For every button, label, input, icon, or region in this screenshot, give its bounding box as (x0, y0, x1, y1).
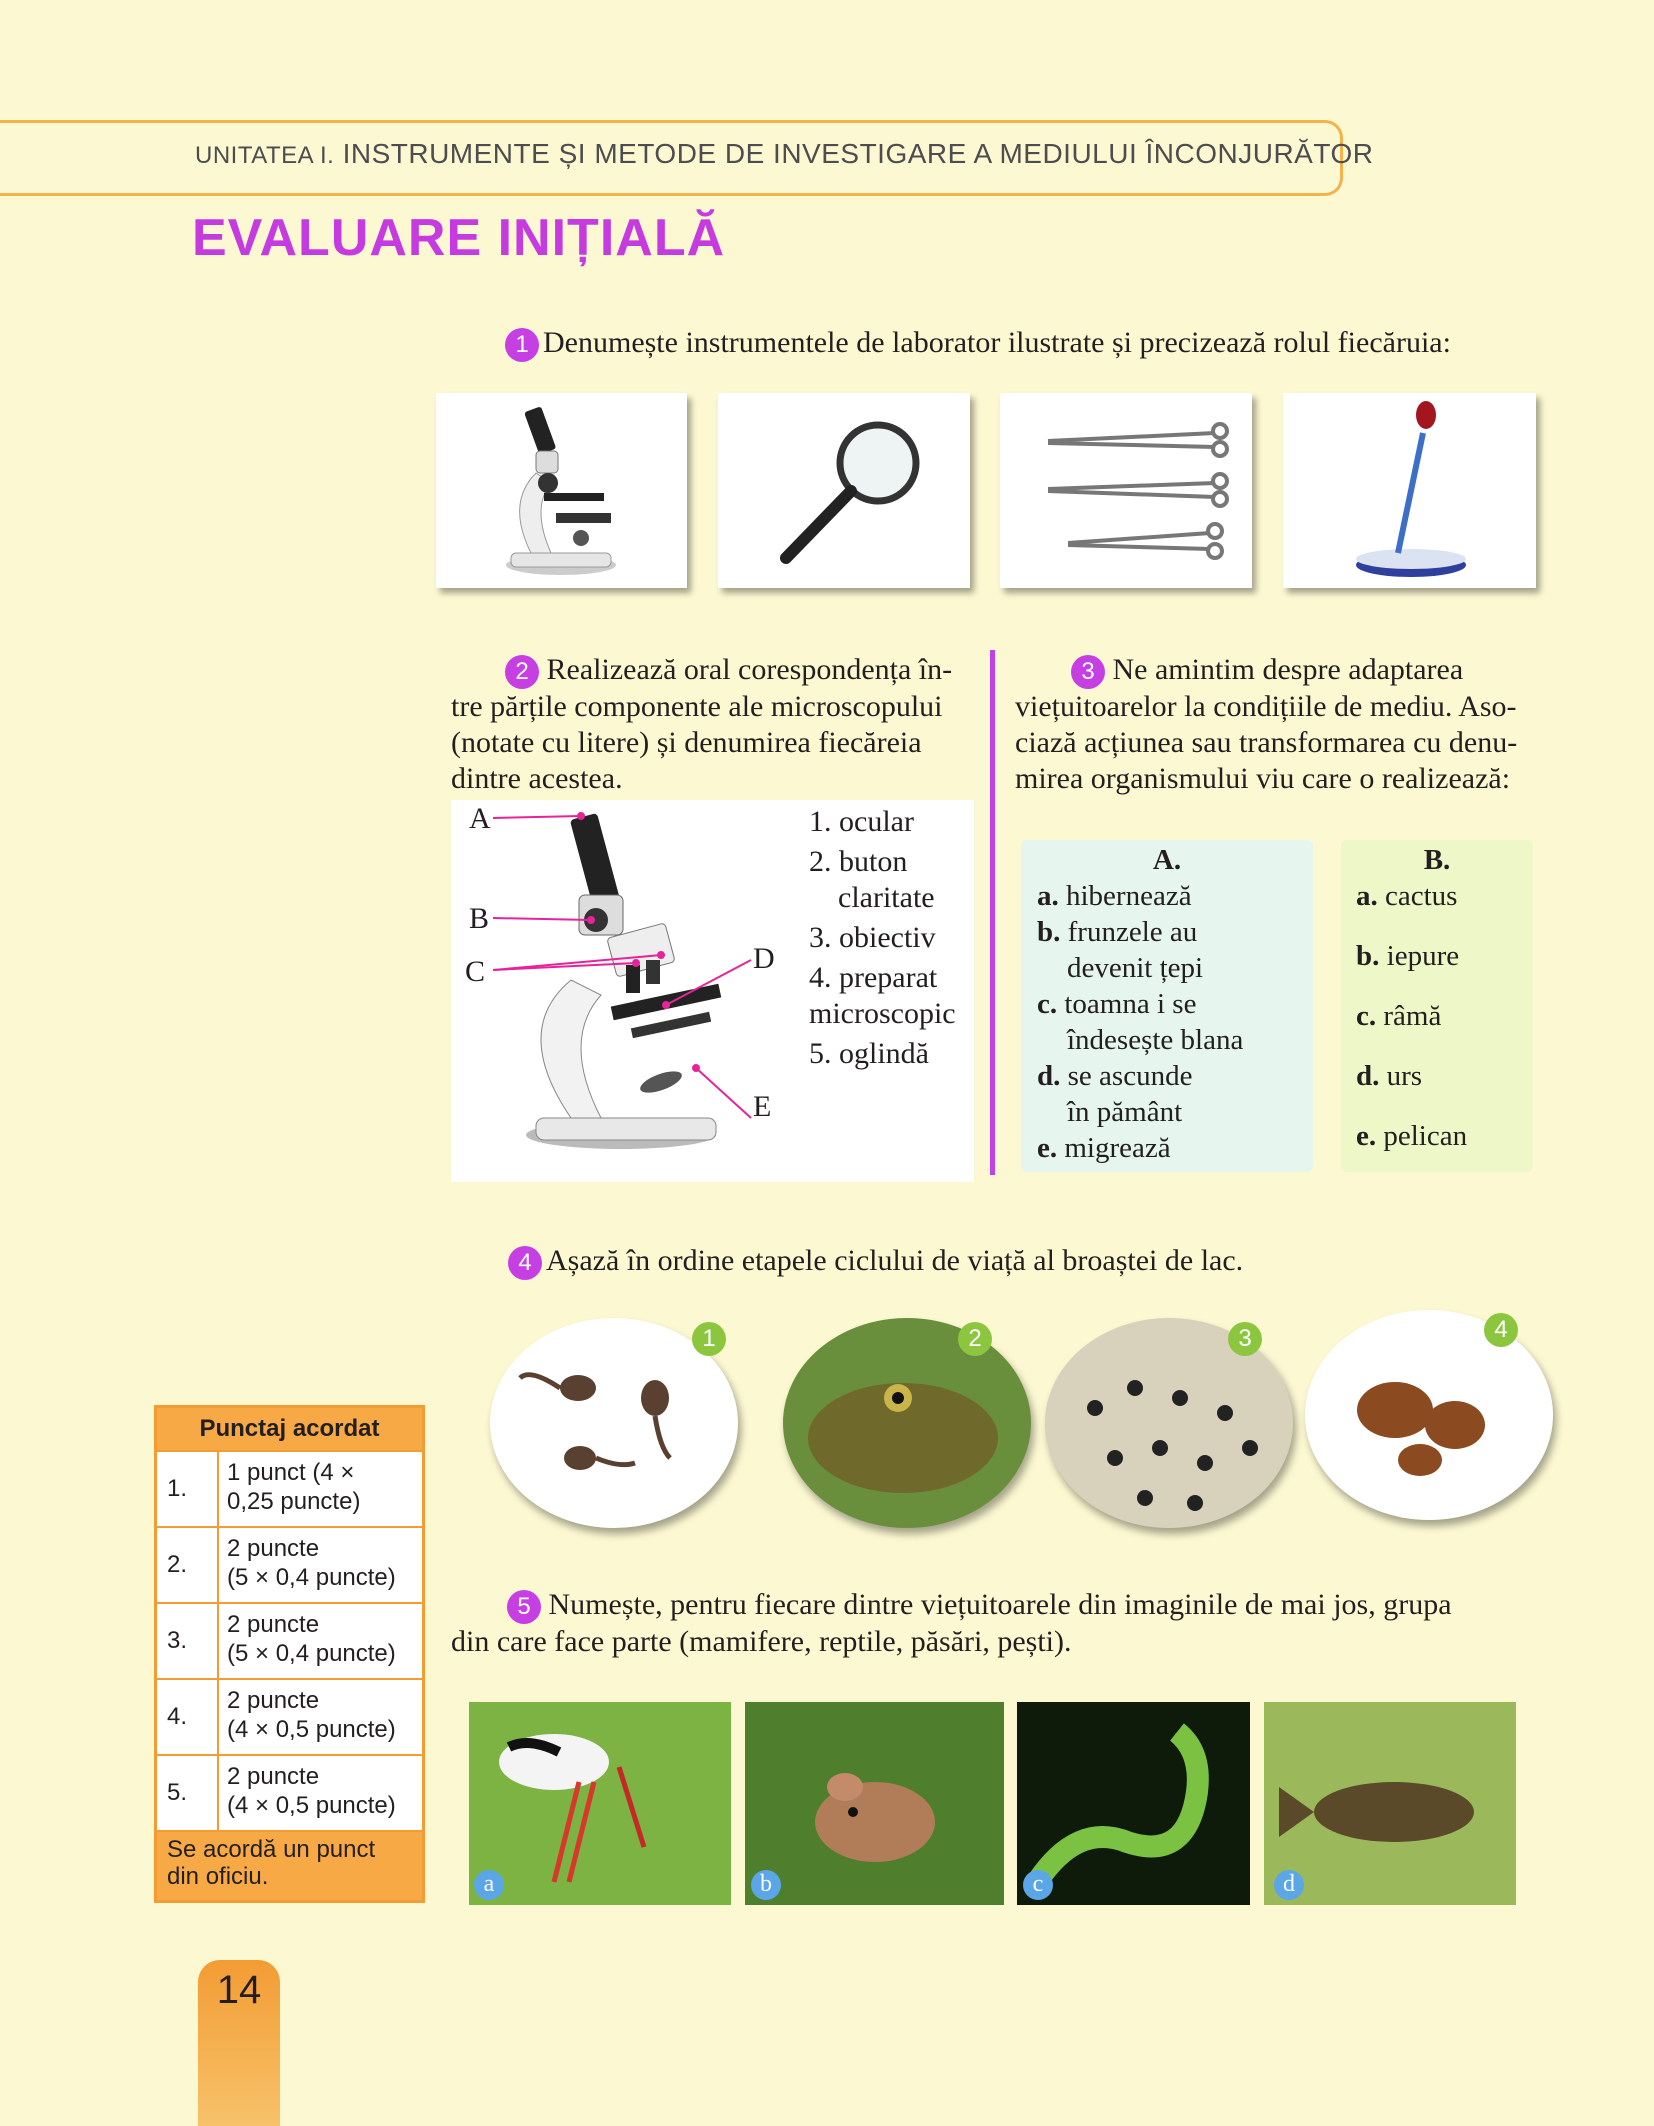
question-text-line: Realizează oral corespondența în- (546, 653, 953, 686)
score-table-header: Punctaj acordat (157, 1408, 422, 1452)
column-divider (990, 650, 995, 1175)
column-b-items (1341, 866, 1533, 1166)
photo-badge-d: d (1274, 1870, 1304, 1900)
list-item: d. se ascunde (1037, 1060, 1193, 1092)
list-item: devenit țepi (1067, 952, 1204, 984)
row-value: 2 puncte (5 × 0,4 puncte) (227, 1535, 396, 1591)
question-text-line: Ne amintim despre adaptarea (1112, 653, 1464, 686)
list-item: 1. ocular (809, 805, 914, 838)
question-number-badge: 5 (507, 1590, 541, 1624)
list-item: b. frunzele au (1037, 916, 1198, 948)
question-number-badge: 3 (1071, 655, 1105, 689)
label-c: C (465, 955, 486, 988)
pipette-image (1283, 393, 1536, 588)
photo-badge-a: a (474, 1870, 504, 1900)
label-d: D (753, 942, 775, 975)
list-item: 5. oglindă (809, 1037, 929, 1070)
microscope-diagram (451, 800, 974, 1182)
forceps-image (1000, 393, 1252, 588)
question-text-line: Numește, pentru fiecare dintre viețuitoarele din imaginile de mai jos, grupa (548, 1588, 1452, 1621)
column-a-title: A. (1152, 844, 1182, 876)
row-value: 1 punct (4 × 0,25 puncte) (227, 1459, 361, 1515)
question-text: Așază în ordine etapele ciclului de viață al broaștei de lac. (546, 1244, 1244, 1277)
list-item: 3. obiectiv (809, 921, 936, 954)
fish-image (1264, 1702, 1516, 1905)
score-table-footer: Se acordă un punct din oficiu. (157, 1832, 422, 1900)
row-number: 1. (157, 1452, 219, 1526)
label-e: E (753, 1090, 772, 1123)
question-text-line: (notate cu litere) și denumirea fiecăreia (451, 726, 922, 759)
stage-badge-4: 4 (1484, 1313, 1518, 1347)
microscope-image (436, 393, 687, 588)
question-2 (451, 652, 971, 797)
unit-title: INSTRUMENTE ȘI METODE DE INVESTIGARE A MEDIULUI ÎNCONJURĂTOR (342, 138, 1374, 169)
row-number: 3. (157, 1604, 219, 1678)
row-value: 2 puncte (4 × 0,5 puncte) (227, 1763, 396, 1819)
list-item: c. râmă (1356, 1000, 1442, 1032)
mouse-image (745, 1702, 1004, 1905)
table-row (157, 1452, 422, 1528)
snake-image (1017, 1702, 1250, 1905)
list-item: a. hibernează (1037, 880, 1192, 912)
list-item: 4. preparat (809, 961, 938, 994)
unit-label: UNITATEA I. (195, 142, 335, 169)
column-a (1021, 840, 1313, 1172)
page-number: 14 (216, 1968, 262, 2012)
page-title: EVALUARE INIȚIALĂ (192, 209, 726, 267)
score-table (154, 1405, 425, 1903)
list-item: c. toamna i se (1037, 988, 1197, 1020)
question-3 (1015, 652, 1535, 797)
magnifying-glass-image (718, 393, 970, 588)
question-text: Denumește instrumentele de laborator ilustrate și precizează rolul fiecăruia: (543, 326, 1451, 359)
list-item: b. iepure (1356, 940, 1460, 972)
frog-image (783, 1318, 1031, 1528)
stage-badge-2: 2 (958, 1322, 992, 1356)
question-number-badge: 2 (505, 655, 539, 689)
list-item: în pământ (1067, 1096, 1183, 1128)
question-number-badge: 4 (508, 1246, 542, 1280)
question-text-line: ciază acțiunea sau transformarea cu denu- (1015, 726, 1518, 759)
column-b-title: B. (1423, 844, 1451, 876)
row-number: 4. (157, 1680, 219, 1754)
row-value: 2 puncte (5 × 0,4 puncte) (227, 1611, 396, 1667)
label-a: A (469, 802, 491, 835)
column-a-items (1021, 878, 1313, 1166)
question-5 (451, 1587, 1561, 1660)
list-item: a. cactus (1356, 880, 1458, 912)
list-item: claritate (838, 881, 935, 914)
microscope-parts-list (809, 802, 956, 1074)
question-1 (505, 325, 1451, 362)
unit-header (195, 138, 1373, 170)
row-number: 5. (157, 1756, 219, 1830)
table-row (157, 1756, 422, 1832)
column-b (1341, 840, 1533, 1172)
question-number-badge: 1 (505, 328, 539, 362)
list-item: îndesește blana (1067, 1024, 1244, 1056)
question-text-line: viețuitoarelor la condițiile de mediu. Aso- (1015, 690, 1517, 723)
list-item: microscopic (809, 997, 956, 1030)
stage-badge-3: 3 (1228, 1322, 1262, 1356)
froglet-image (1305, 1310, 1553, 1520)
label-b: B (469, 902, 490, 935)
question-text-line: dintre acestea. (451, 762, 623, 795)
row-value: 2 puncte (4 × 0,5 puncte) (227, 1687, 396, 1743)
table-row (157, 1680, 422, 1756)
question-text-line: tre părțile componente ale microscopului (451, 690, 943, 723)
table-row (157, 1528, 422, 1604)
table-row (157, 1604, 422, 1680)
stage-badge-1: 1 (692, 1322, 726, 1356)
question-text-line: mirea organismului viu care o realizează: (1015, 762, 1511, 795)
list-item: e. migrează (1037, 1132, 1171, 1164)
photo-badge-c: c (1023, 1870, 1053, 1900)
list-item: d. urs (1356, 1060, 1423, 1092)
photo-badge-b: b (751, 1870, 781, 1900)
question-text-line: din care face parte (mamifere, reptile, păsări, pești). (451, 1625, 1072, 1658)
list-item: 2. buton (809, 845, 908, 878)
list-item: e. pelican (1356, 1120, 1468, 1152)
stork-image (469, 1702, 731, 1905)
question-4 (508, 1243, 1243, 1280)
row-number: 2. (157, 1528, 219, 1602)
